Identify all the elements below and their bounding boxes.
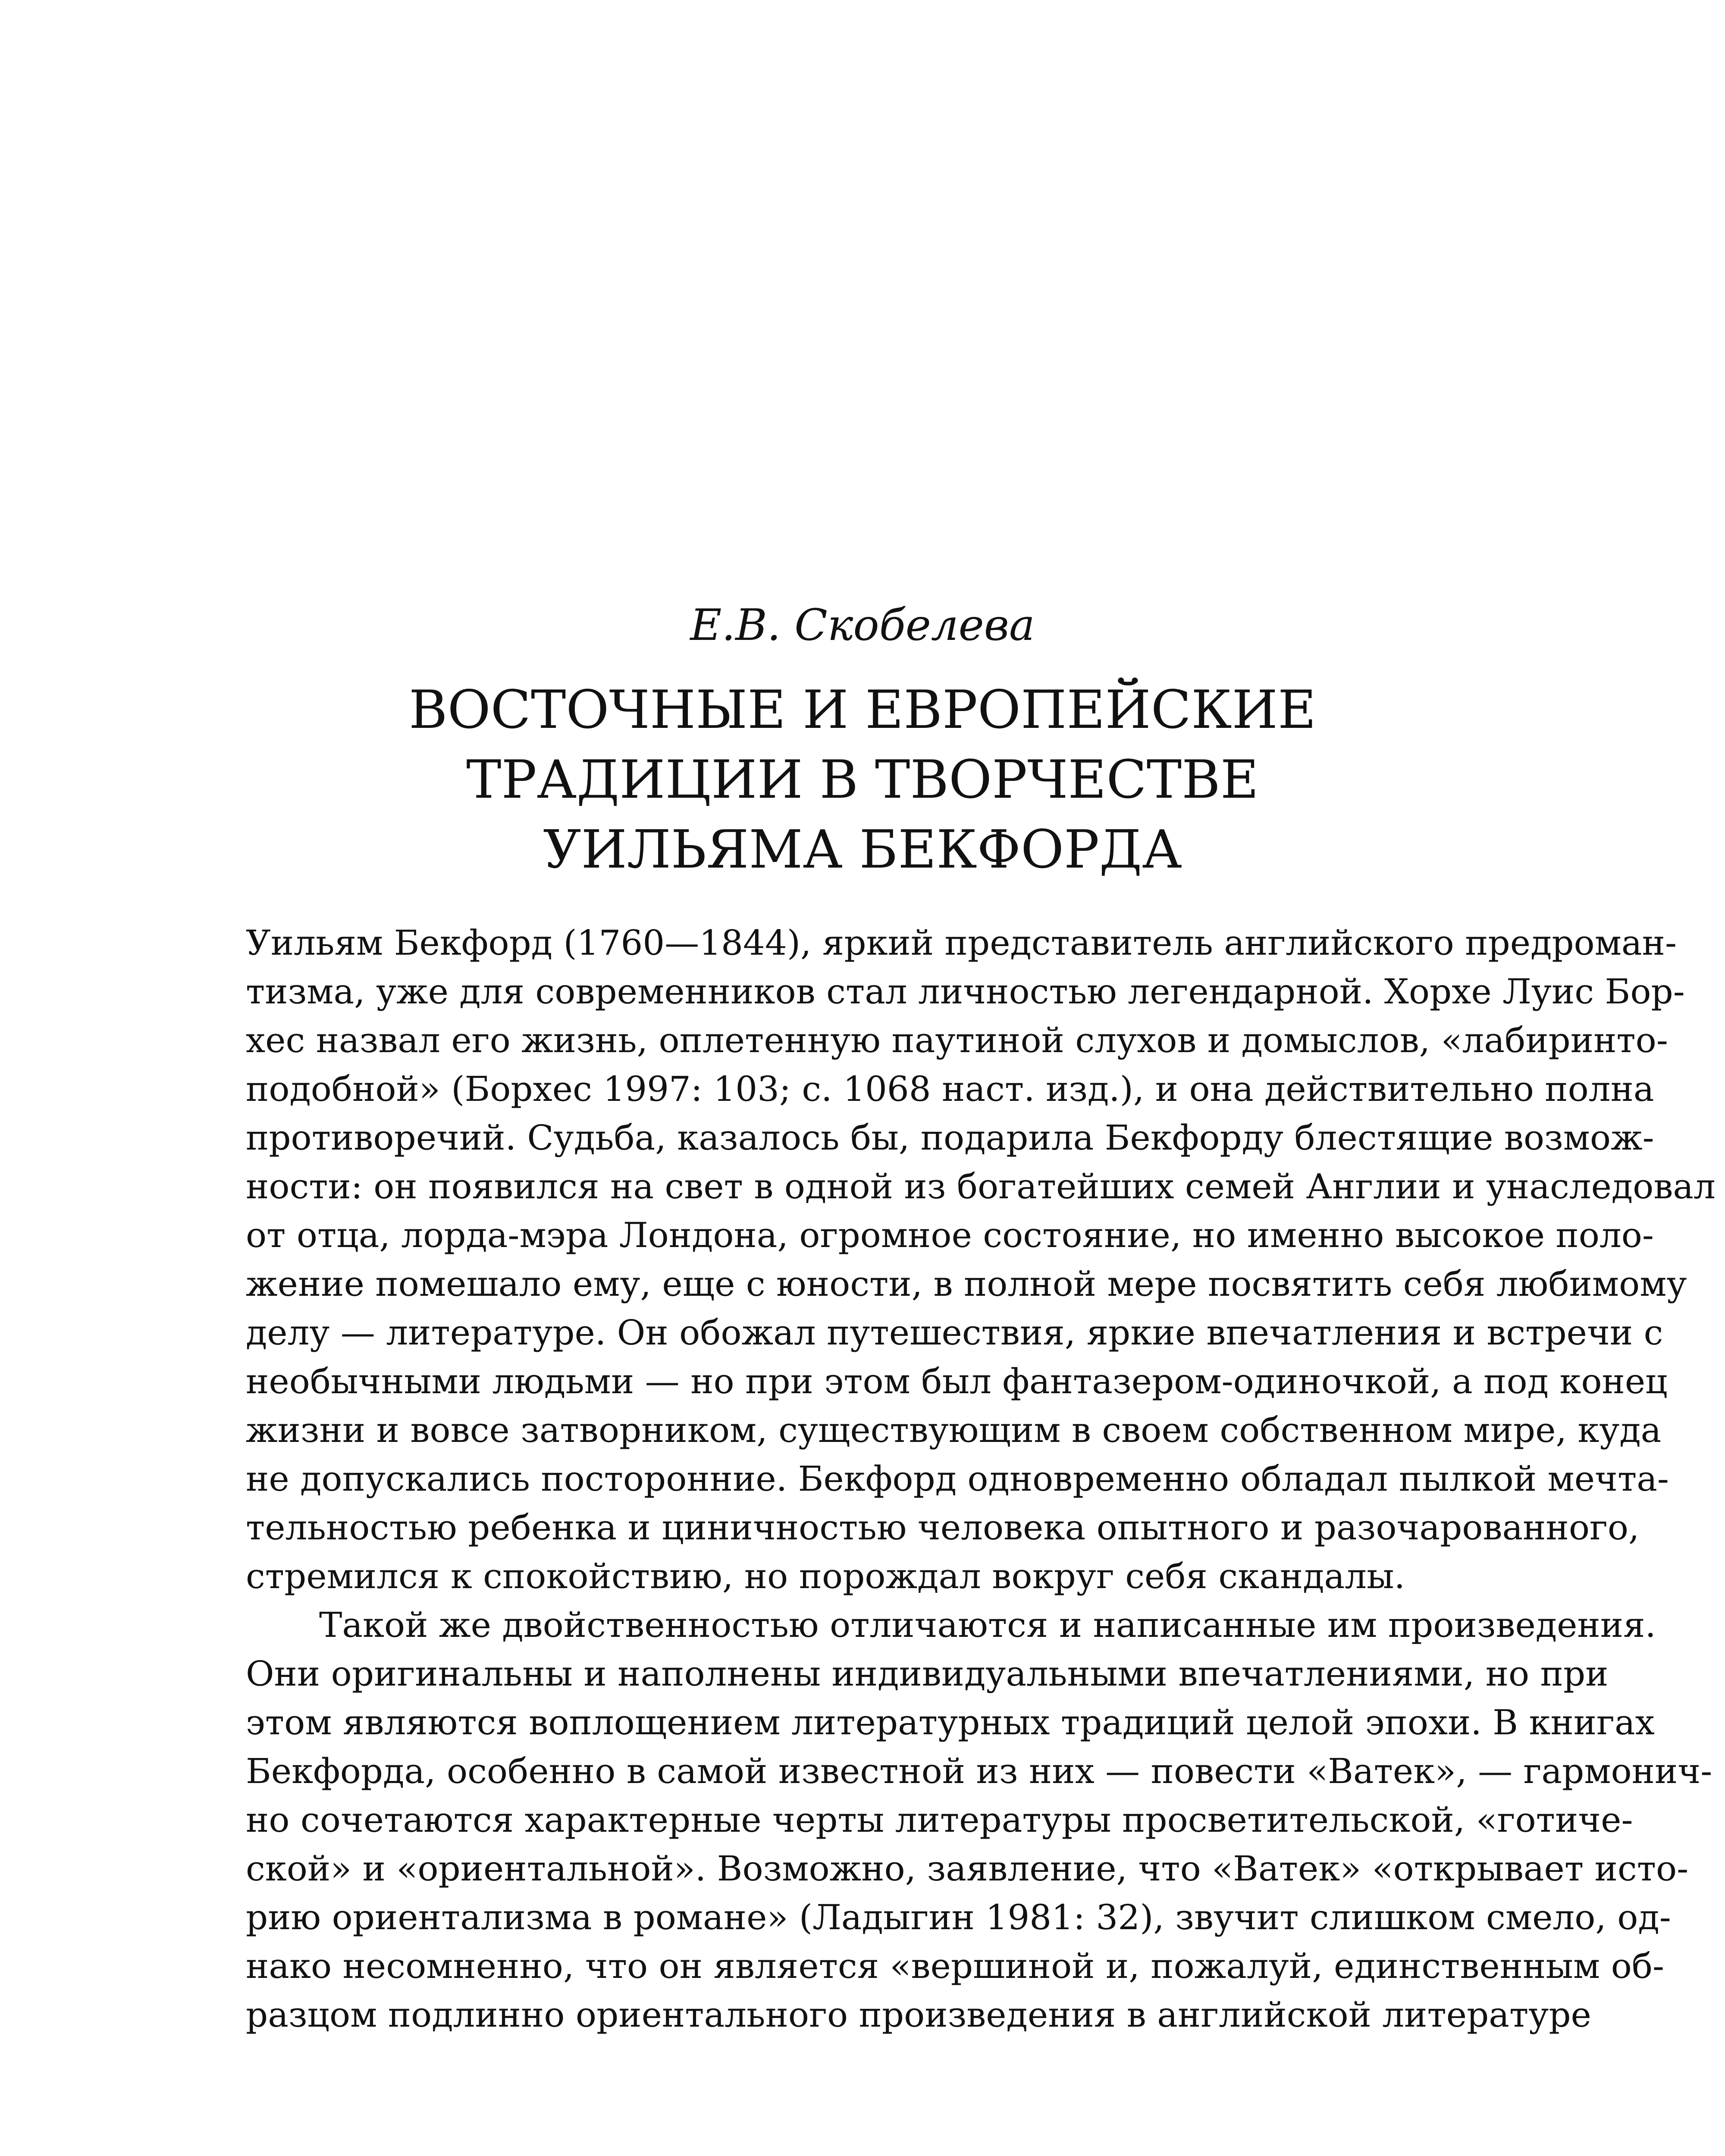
title-line: ВОСТОЧНЫЕ И ЕВРОПЕЙСКИЕ [408,679,1317,740]
text-line: тизма, уже для современников стал личностью легендарной. Хорхе Луис Бор- [246,971,1685,1012]
author-name: Е.В. Скобелева [690,600,1035,650]
text-line: делу — литературе. Он обожал путешествия, яркие впечатления и встречи с [246,1313,1663,1353]
text-line: жение помешало ему, еще с юности, в полной мере посвятить себя любимому [246,1264,1687,1304]
text-line: стремился к спокойствию, но порождал вокруг себя скандалы. [246,1556,1405,1596]
text-line: этом являются воплощением литературных традиций целой эпохи. В книгах [246,1702,1655,1742]
text-line: разцом подлинно ориентального произведения в английской литературе [246,1995,1591,2035]
paragraph-1 [246,918,1716,1601]
text-line: Такой же двойственностью отличаются и написанные им произведения. [319,1605,1656,1645]
text-line: жизни и вовсе затворником, существующим в своем собственном мире, куда [246,1410,1662,1450]
title-line: ТРАДИЦИИ В ТВОРЧЕСТВЕ [466,749,1259,810]
text-line: Уильям Бекфорд (1760—1844), яркий представитель английского предроман- [246,923,1677,963]
text-line: хес назвал его жизнь, оплетенную паутиной слухов и домыслов, «лабиринто- [246,1020,1668,1060]
text-line: рию ориентализма в романе» (Ладыгин 1981: 32), звучит слишком смело, од- [246,1897,1671,1937]
text-line: необычными людьми — но при этом был фантазером-одиночкой, а под конец [246,1361,1668,1401]
text-line: ности: он появился на свет в одной из богатейших семей Англии и унаследовал [246,1166,1716,1206]
article-body [246,918,1716,2039]
article-title [0,675,1725,884]
text-line: не допускались посторонние. Бекфорд одновременно обладал пылкой мечта- [246,1459,1669,1499]
title-line: УИЛЬЯМА БЕКФОРДА [543,819,1182,880]
text-line: подобной» (Борхес 1997: 103; с. 1068 наст. изд.), и она действительно полна [246,1069,1654,1109]
text-line: нако несомненно, что он является «вершиной и, пожалуй, единственным об- [246,1946,1665,1986]
text-line: от отца, лорда-мэра Лондона, огромное состояние, но именно высокое поло- [246,1215,1654,1255]
text-line: противоречий. Судьба, казалось бы, подарила Бекфорду блестящие возмож- [246,1118,1654,1158]
text-line: тельностью ребенка и циничностью человека опытного и разочарованного, [246,1507,1640,1548]
text-line: Они оригинальны и наполнены индивидуальными впечатлениями, но при [246,1654,1609,1694]
text-line: ской» и «ориентальной». Возможно, заявление, что «Ватек» «открывает исто- [246,1849,1689,1889]
text-line: но сочетаются характерные черты литературы просветительской, «готиче- [246,1800,1633,1840]
paragraph-2 [246,1601,1712,2039]
text-line: Бекфорда, особенно в самой известной из них — повести «Ватек», — гармонич- [246,1751,1712,1791]
